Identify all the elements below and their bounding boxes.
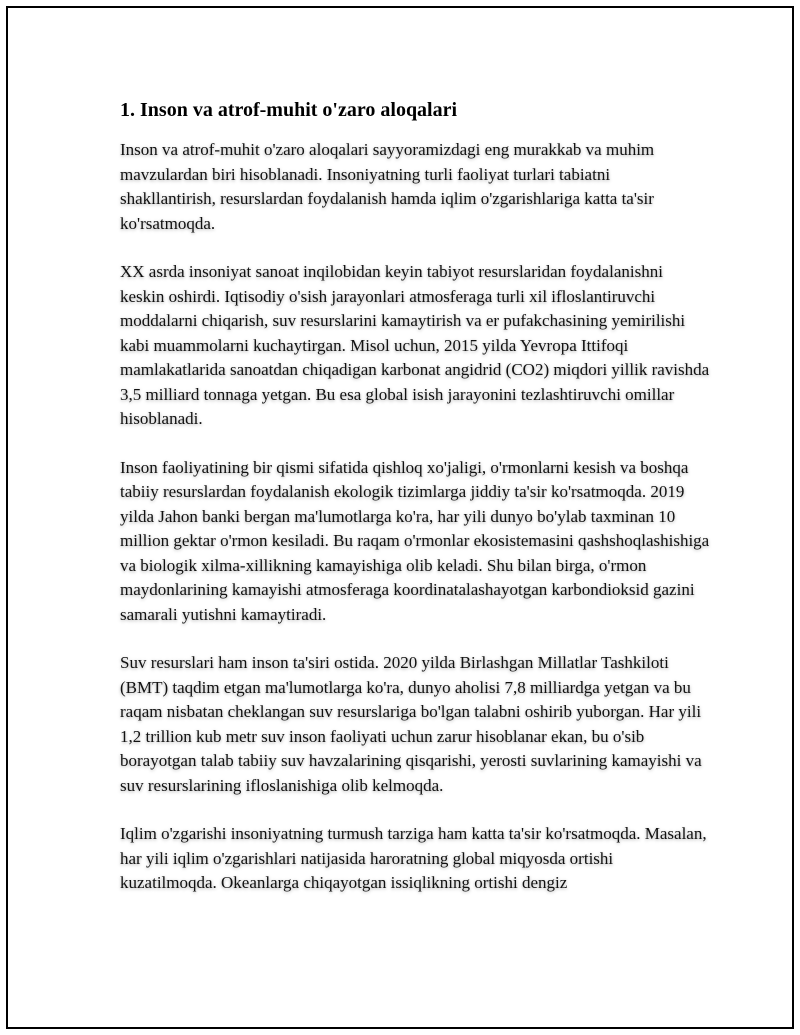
paragraph-water-resources: Suv resurslari ham inson ta'siri ostida. 2020 yilda Birlashgan Millatlar Tashkiloti (BMT) taqdim etgan ma'lumotlarga ko'ra, dunyo aholisi 7,8 milliardga yetgan va bu raqam nisbatan cheklangan suv resurslariga bo'lgan talabni oshirib yuborgan. Har yili 1,2 trillion kub metr suv inson faoliyati uchun zarur hisoblanar ekan, bu o'sib borayotgan talab tabiiy suv havzalarining qisqarishi, yerosti suvlarining kamayishi va suv resurslarining ifloslanishiga olib kelmoqda. [120,653,702,795]
paragraph-climate-change: Iqlim o'zgarishi insoniyatning turmush tarziga ham katta ta'sir ko'rsatmoqda. Masalan, har yili iqlim o'zgarishlari natijasida haroratning global miqyosda ortishi kuzatilmoqda. Okeanlarga chiqayotgan issiqlikning ortishi dengiz [120,824,707,892]
document-page [6,6,794,1029]
paragraph-intro: Inson va atrof-muhit o'zaro aloqalari sayyoramizdagi eng murakkab va muhim mavzulardan biri hisoblanadi. Insoniyatning turli faoliyat turlari tabiatni shakllantirish, resurslardan foydalanish hamda iqlim o'zgarishlariga katta ta'sir ko'rsatmoqda. [120,140,655,233]
document-body [120,96,710,920]
paragraph-industrial-revolution: XX asrda insoniyat sanoat inqilobidan keyin tabiyot resurslaridan foydalanishni keskin oshirdi. Iqtisodiy o'sish jarayonlari atmosferaga turli xil ifloslantiruvchi moddalarni chiqarish, suv resurslarini kamaytirish va er pufakchasining yemirilishi kabi muammolarni kuchaytirgan. Misol uchun, 2015 yilda Yevropa Ittifoqi mamlakatlarida sanoatdan chiqadigan karbonat angidrid (CO2) miqdori yillik ravishda 3,5 milliard tonnaga yetgan. Bu esa global isish jarayonini tezlashtiruvchi omillar hisoblanadi. [120,262,710,428]
paragraph-forests: Inson faoliyatining bir qismi sifatida qishloq xo'jaligi, o'rmonlarni kesish va boshqa tabiiy resurslardan foydalanish ekologik tizimlarga jiddiy ta'sir ko'rsatmoqda. 2019 yilda Jahon banki bergan ma'lumotlarga ko'ra, har yili dunyo bo'ylab taxminan 10 million gektar o'rmon kesiladi. Bu raqam o'rmonlar ekosistemasini qashshoqlashishiga va biologik xilma-xillikning kamayishiga olib keladi. Shu bilan birga, o'rmon maydonlarining kamayishi atmosferaga koordinatalashayotgan karbondioksid gazini samarali yutishni kamaytiradi. [120,457,710,624]
section-heading: 1. Inson va atrof-muhit o'zaro aloqalari [120,99,458,121]
